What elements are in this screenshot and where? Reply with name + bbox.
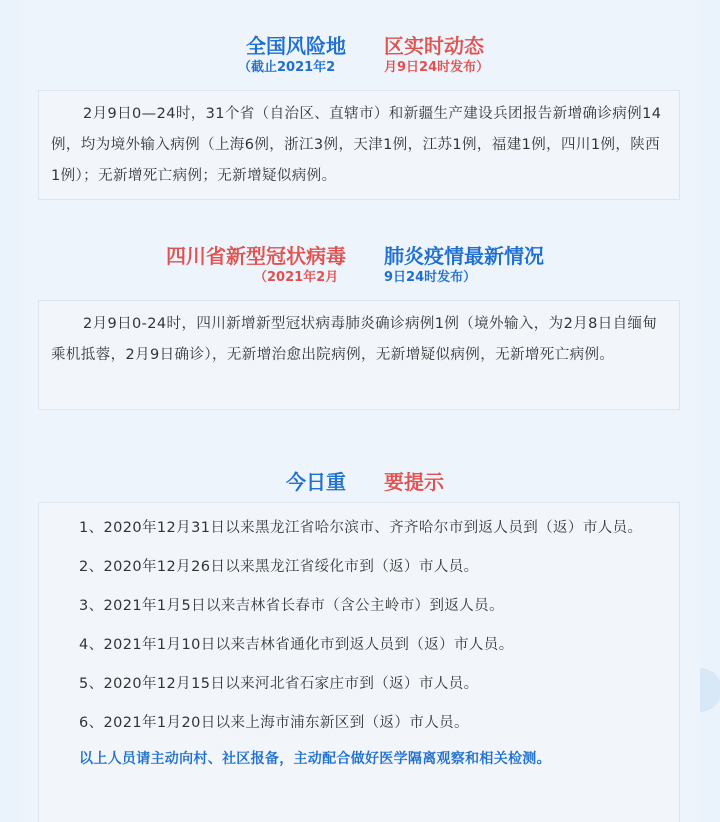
list-item: 1、2020年12月31日以来黑龙江省哈尔滨市、齐齐哈尔市到返人员到（返）市人员。 — [79, 520, 643, 536]
list-item: 4、2021年1月10日以来吉林省通化市到返人员到（返）市人员。 — [79, 637, 514, 653]
reminder-note: 以上人员请主动向村、社区报备，主动配合做好医学隔离观察和相关检测。 — [79, 751, 551, 767]
list-item: 5、2020年12月15日以来河北省石家庄市到（返）市人员。 — [79, 676, 479, 692]
section1-title-right: 区实时动态 — [384, 34, 484, 58]
section2-card — [38, 300, 680, 410]
section2-title-right: 肺炎疫情最新情况 — [384, 244, 544, 268]
list-item: 6、2021年1月20日以来上海市浦东新区到（返）市人员。 — [79, 715, 469, 731]
section2-title-left: 四川省新型冠状病毒 — [166, 244, 346, 268]
section1-subtitle-right: 月9日24时发布） — [384, 60, 490, 75]
section2-body: 2月9日0-24时，四川新增新型冠状病毒肺炎确诊病例1例（境外输入，为2月8日自缅甸乘机抵蓉，2月9日确诊），无新增治愈出院病例，无新增疑似病例，无新增死亡病例。 — [51, 316, 658, 363]
section1-body: 2月9日0—24时，31个省（自治区、直辖市）和新疆生产建设兵团报告新增确诊病例14例，均为境外输入病例（上海6例，浙江3例，天津1例，江苏1例，福建1例，四川1例，陕西1例）；无新增死亡病例；无新增疑似病例。 — [51, 106, 662, 184]
section1-header — [0, 34, 720, 82]
section2-subtitle-left: （2021年2月 — [254, 270, 339, 285]
section3-header — [0, 470, 720, 500]
section3-card — [38, 502, 680, 822]
section2-header — [0, 244, 720, 292]
section3-title-left: 今日重 — [286, 470, 346, 494]
section1-subtitle-left: （截止2021年2 — [238, 60, 336, 75]
section2-subtitle-right: 9日24时发布） — [384, 270, 477, 285]
section3-title-right: 要提示 — [384, 470, 444, 494]
list-item: 3、2021年1月5日以来吉林省长春市（含公主岭市）到返人员。 — [79, 598, 504, 614]
section1-card — [38, 90, 680, 200]
list-item: 2、2020年12月26日以来黑龙江省绥化市到（返）市人员。 — [79, 559, 479, 575]
section1-title-left: 全国风险地 — [246, 34, 346, 58]
